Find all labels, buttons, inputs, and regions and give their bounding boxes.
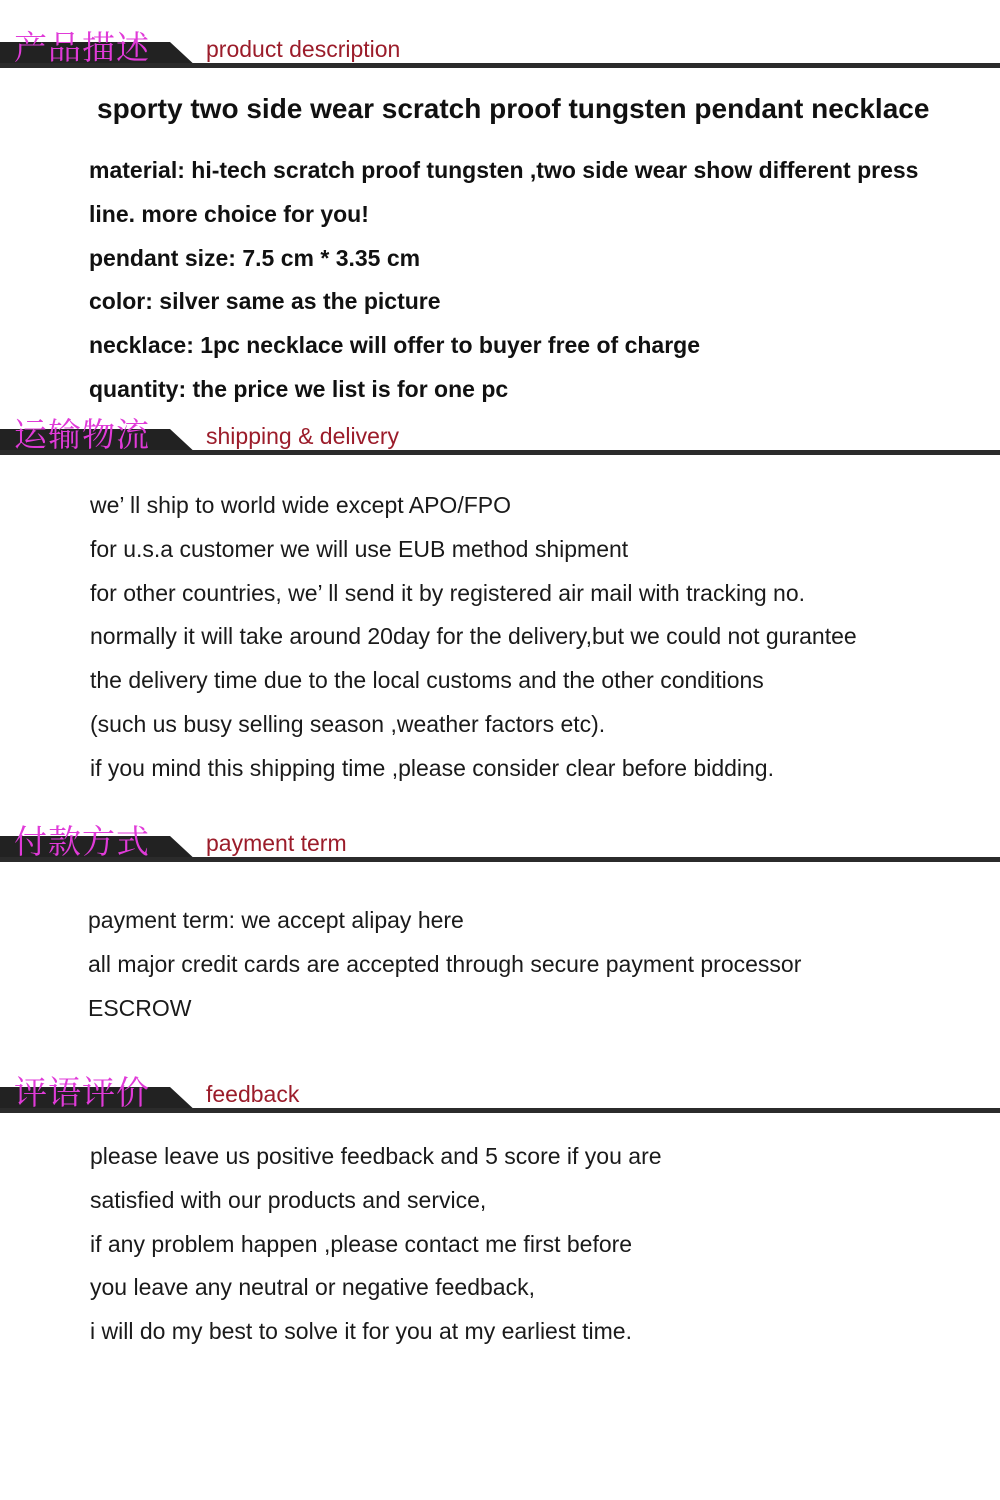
product-line-color: color: silver same as the picture <box>89 288 441 314</box>
payment-line: ESCROW <box>88 995 192 1021</box>
shipping-line: if you mind this shipping time ,please consider clear before bidding. <box>90 755 774 781</box>
header-rule <box>0 857 1000 862</box>
feedback-line: satisfied with our products and service, <box>90 1187 487 1213</box>
section-title-cn: 评语评价 <box>14 1073 150 1112</box>
shipping-line: for other countries, we’ ll send it by registered air mail with tracking no. <box>90 580 806 606</box>
section-title-en: shipping & delivery <box>206 423 400 449</box>
feedback-line: if any problem happen ,please contact me first before <box>90 1231 633 1257</box>
shipping-line: we’ ll ship to world wide except APO/FPO <box>90 492 511 518</box>
header-rule <box>0 450 1000 455</box>
shipping-line: the delivery time due to the local customs and the other conditions <box>90 667 764 693</box>
shipping-line: normally it will take around 20day for the delivery,but we could not gurantee <box>90 623 857 649</box>
header-rule <box>0 63 1000 68</box>
feedback-line: you leave any neutral or negative feedback, <box>90 1274 535 1300</box>
section-header-shipping <box>0 415 1000 455</box>
section-title-cn: 运输物流 <box>14 415 150 454</box>
section-title-cn: 付款方式 <box>14 822 150 861</box>
product-line-material-cont: line. more choice for you! <box>89 201 369 227</box>
section-header-feedback <box>0 1073 1000 1113</box>
section-header-payment <box>0 822 1000 862</box>
product-line-necklace: necklace: 1pc necklace will offer to buyer free of charge <box>89 332 701 358</box>
feedback-line: please leave us positive feedback and 5 score if you are <box>90 1143 662 1169</box>
product-line-quantity: quantity: the price we list is for one pc <box>89 376 509 402</box>
section-title-en: payment term <box>206 830 347 856</box>
payment-line: all major credit cards are accepted through secure payment processor <box>88 951 802 977</box>
section-title-cn: 产品描述 <box>14 28 150 67</box>
payment-line: payment term: we accept alipay here <box>88 907 464 933</box>
shipping-line: for u.s.a customer we will use EUB method shipment <box>90 536 629 562</box>
section-title-en: product description <box>206 36 401 62</box>
product-line-size: pendant size: 7.5 cm * 3.35 cm <box>89 245 421 271</box>
shipping-line: (such us busy selling season ,weather factors etc). <box>90 711 606 737</box>
section-header-product <box>0 28 1000 68</box>
section-title-en: feedback <box>206 1081 300 1107</box>
header-rule <box>0 1108 1000 1113</box>
product-title: sporty two side wear scratch proof tungsten pendant necklace <box>97 93 930 124</box>
product-line-material: material: hi-tech scratch proof tungsten ,two side wear show different press <box>89 157 919 183</box>
feedback-line: i will do my best to solve it for you at my earliest time. <box>90 1318 632 1344</box>
